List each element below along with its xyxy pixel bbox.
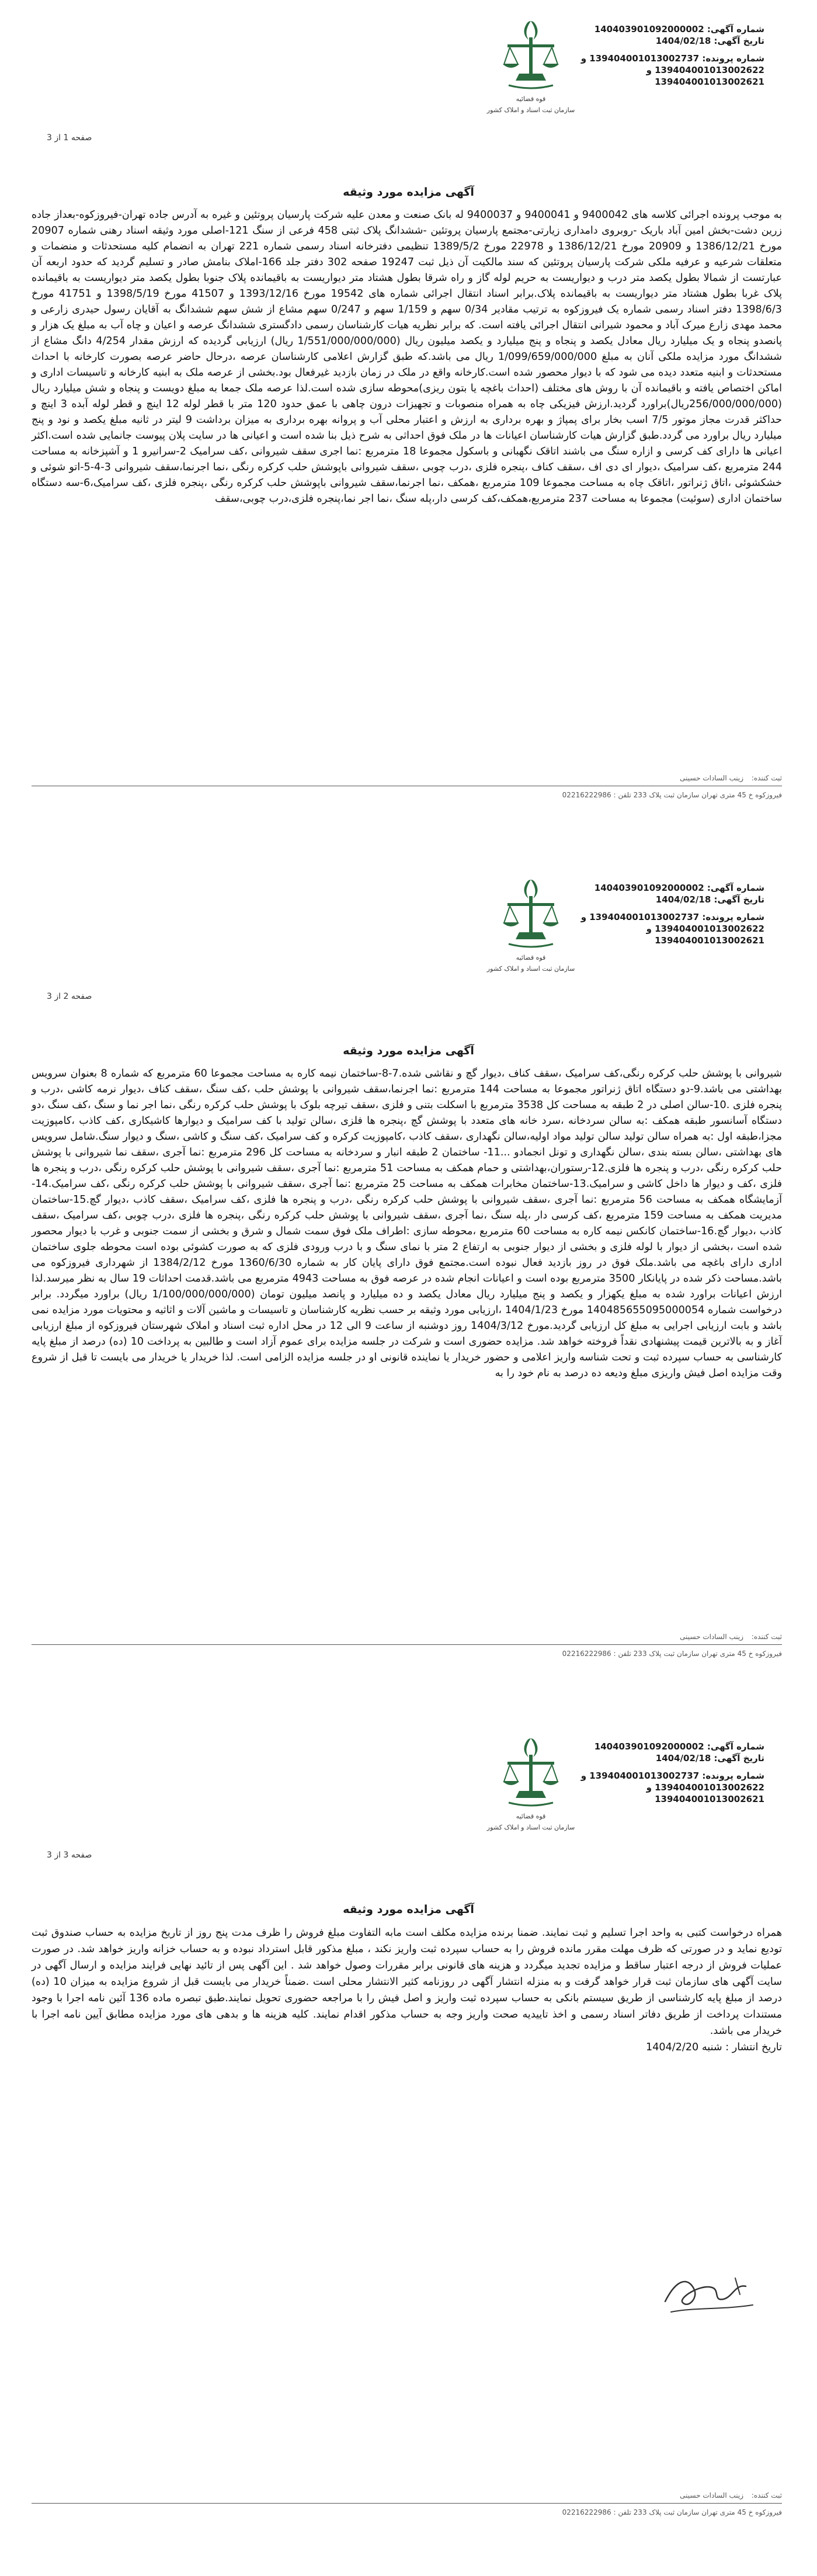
page-header: [449, 1734, 764, 1862]
logo-caption-2: سازمان ثبت اسناد و املاک کشور: [486, 965, 575, 973]
judiciary-logo: [478, 16, 583, 139]
page-footer: [32, 774, 782, 799]
office-address: فیروزکوه خ 45 متری تهران سازمان ثبت پلاک 233 تلفن : 02216222986: [562, 791, 782, 799]
logo-caption-1: قوه قضائیه: [516, 95, 546, 103]
file-number-3: 139404001013002621: [655, 77, 764, 87]
ad-metadata: [580, 882, 764, 946]
file-number-3: 139404001013002621: [655, 1794, 764, 1804]
registrar-name: زینب السادات حسینی: [680, 774, 744, 782]
page-header: [449, 16, 764, 145]
registrar-label: ثبت کننده:: [751, 1633, 782, 1641]
office-address: فیروزکوه خ 45 متری تهران سازمان ثبت پلاک 233 تلفن : 02216222986: [562, 1650, 782, 1658]
notice-body: به موجب پرونده اجرائی کلاسه های 9400042 و 9400041 و 9400037 له بانک صنعت و معدن علیه شرکت پارسیان پروتئین و غیره به آدرس جاده تهران-فیروزکوه-بعداز جاده زرین دشت-بخش امین آباد باریک -روبروی دامداری زیارتی-مجتمع پارسیان پروتئین -ششدانگ پلاک ثبتی 458 فرعی از سنگ 121-اصلی مورد وثیقه اسناد رهنی شماره 20907 مورخ 1386/12/21 و 20909 مورخ 1386/12/21 و 22978 مورخ 1389/5/2 تنظیمی دفترخانه اسناد رسمی شماره 221 تهران به انضمام کلیه مستحدثات و منضمات و متعلقات شرعیه و عرفیه ملکی شرکت پارسیان پروتئین که سند مالکیت آن ذیل ثبت 19247 صفحه 302 دفتر جلد 166-املاک بنامش صادر و تسلیم گردید که حدود اربعه آن عبارتست از شمالا بطول یکصد متر درب و دیواریست به حریم لوله گاز و راه شرقا بطول هشتاد متر دیواریست به باقیمانده پلاک جنوبا بطول یکصد متر دیواریست به باقیمانده پلاک غربا بطول هشتاد متر دیواریست به باقیمانده پلاک.برابر اسناد انتقال اجرائی شماره های 19542 مورخ 1393/12/16 و 41507 مورخ 1398/5/19 و 41751 مورخ 1398/6/3 دفتر اسناد رسمی شماره یک فیروزکوه به ترتیب مقادیر 0/34 سهم و 1/159 سهم و 0/247 سهم مشاع از شش سهم ششدانگ به آقایان رسول حیدری زارعی و محمد مهدی زارع میرک آباد و محمود شیرانی انتقال اجرائی یافته است. که برابر نظریه هیات کارشناسان رسمی دادگستری ششدانگ عرصه و اعیان و چاه آب به مبلغ یک هزار و پانصدو پنجاه و یک میلیارد ریال معادل یکصد و پنجاه و پنج میلیارد و یکصد میلیون ریال (1/551/000/000/000 ریال) ارزیابی گردیده که ارزش مقدار 4/254 دانگ مشاع از ششدانگ مورد مزایده ملکی آنان به مبلغ 1/099/659/000/000 ریال می باشد.که طبق گزارش اعلامی کارشناسان عرصه ،درحال حاضر عرصه بصورت کارخانه با احداث مستحدثات و ابنیه متعدد دیده می شود که با دیوار محصور شده است.کارخانه واقع در ملک در زمان بازدید غیرفعال بود.بخشی از عرصه ملک به ابنیه کارخانه و تاسیسات اداری و اماکن اختصاص یافته و باقیمانده آن با روش های مختلف (احداث باغچه یا بتون ریزی)محوطه سازی شده است.لذا عرصه ملک جمعا به مبلغ دویست و پنجاه و شش میلیارد ریال (256/000/000/000ریال)براورد گردید.ارزش فیزیکی چاه به همراه منصوبات و تجهیزات درون چاهی با عمق حدود 120 متر با قطر لوله 12 اینچ و قطر لوله آبده 3 اینچ و حداکثر قدرت مجاز موتور 7/5 اسب بخار برای پمپاژ و بهره برداری به ارزش و اعتبار محلی آب و پروانه بهره برداری به میزان برداشت 9 لیتر در ثانیه مبلغ یکصد و نود و پنج میلیارد ریال براورد می گردد.طبق گزارش هیات کارشناسان اعیانات ها در ملک فوق احداثی به شرح ذیل بنا شده است و اعیانی ها در سایت پلان پیوست جانمایی شده است.اکثر اعیانی ها دارای کف کرسی و ازاره سنگ می باشند اتاقک نگهبانی و باسکول مجموعا 18 مترمربع :نما اجری سقف شیروانی ،کف سرامیک 2-سرانیرو 1 و آشپزخانه به مساحت 244 مترمربع ،کف سرامیک ،دیوار ای دی اف ،سقف کناف ،پنجره فلزی ،درب چوبی ،سقف شیروانی باپوشش حلب کرکره رنگی ،نما اجرنما،سقف شیروانی 3-4-5-اتو شوئی و خشکشوئی ،اتاق ژنراتور ،اتاقک چاه به مساحت مجموعا 109 مترمربع ،همکف ،نما اجرنما،سقف شیروانی باپوشش حلب کرکره رنگی ،پنجره فلزی ،کف سرامیک،6-سه دستگاه ساختمان اداری (سوئیت) مجموعا به مساحت 237 مترمربع،همکف،کف کرسی دار،پله سنگ ،نما اجر نما،پنجره فلزی،درب چوبی،سقف: [32, 209, 783, 505]
file-number-row: شماره پرونده: 139404001013002737 و: [580, 1770, 764, 1781]
scales-of-justice-emblem-icon: [496, 1734, 566, 1810]
publish-date-label: تاریخ انتشار :: [725, 2042, 782, 2053]
notice-title: آگهی مزایده مورد وثیقه: [343, 1044, 474, 1057]
page-count: صفحه 2 از 3: [47, 992, 92, 1001]
publish-date-value: شنبه 1404/2/20: [646, 2042, 722, 2053]
judiciary-logo: [478, 1734, 583, 1856]
document-page-2: [0, 859, 817, 1717]
document-page-3: [0, 1717, 817, 2576]
judiciary-logo: [478, 875, 583, 998]
ad-number-row: شماره آگهی: 140403901092000002: [594, 1741, 764, 1752]
registrar-line: [32, 1633, 782, 1645]
ad-number-row: شماره آگهی: 140403901092000002: [594, 24, 764, 34]
page-footer: [32, 2491, 782, 2516]
file-number-row: شماره پرونده: 139404001013002737 و: [580, 912, 764, 922]
notice-body-text: همراه درخواست کتبی به واحد اجرا تسلیم و ثبت نمایند. ضمنا برنده مزایده مکلف است مابه التفاوت مبلغ فروش را ظرف مدت پنج روز از تاریخ مزایده به حساب صندوق ثبت توديع نماید و در صورتی که ظرف مهلت مقرر مانده فروش را به حساب سپرده ثبت واریز نکند ، مبلغ مذکور قابل استرداد نبوده و به حساب خزانه واریز خواهد شد. در صورت عملیات فروش از درجه اعتبار ساقط و مزایده تجدید میگردد و هزینه های قانونی برابر مقررات وصول خواهد شد . این آگهی پس از تائید نهایی فرایند مزایده و ارسال آگهی در سایت آگهی های سازمان ثبت قرار خواهد گرفت و به منزله انتشار آگهی در روزنامه کثیر الانتشار محلی است .ضمناً خریدار می بایست قبل از شروع مزایده به میزان 10 (ده) درصد از مبلغ پایه کارشناسی از طریق سیستم بانکی به حساب سپرده ثبت واریز و اصل فیش را با مراجعه حضوری تحویل نمایند.طبق تبصره ماده 136 آئین نامه اجرا با وجود مستندات پرداخت از طریق دفاتر اسناد رسمی و اخذ تاییدیه صحت واریز وجه به حساب مذکور اقدام نمایند. کلیه هزینه ها و بدهی های مورد مزایده مطابق آیین نامه اجرا با خریدار می باشد.: [32, 1927, 782, 2037]
scales-of-justice-emblem-icon: [496, 875, 566, 951]
notice-body: [32, 1925, 782, 2056]
scales-of-justice-emblem-icon: [496, 16, 566, 92]
registrar-line: [32, 2491, 782, 2504]
notice-body: شیروانی با پوشش حلب کرکره رنگی،کف سرامیک ،سقف کناف ،دیوار گچ و نقاشی شده.7-8-ساختمان نیمه کاره به مساحت مجموعا 60 مترمربع که شماره 8 بعنوان سرویس بهداشتی می باشد.9-دو دستگاه اتاق ژنراتور مجموعا به مساحت 144 مترمربع :نما اجرنما،سقف شیروانی با پوشش حلب ،کف سنگ ،سقف کناف ،دیوار نرمه کاشی ،درب و پنجره فلزی .10-سالن اصلی در 2 طبقه به مساحت کل 3538 مترمربع با اسکلت بتنی و فلزی ،سقف تیرچه بلوک با پوشش حلب کرکره رنگی ،نما اجر نما و سنگ ،کف سنگ ،دو دستگاه آسانسور طبقه همکف :به سالن سردخانه ،سرد خانه های متعدد با پوشش گچ ،پنجره ها فلزی ،سالن تولید با کف سرامیک و دیوارها کاشیکاری ،کف کاذب ،کامپوزیت مجزا،طبقه اول :به همراه سالن تولید سالن تولید مواد اولیه،سالن نگهداری ،سقف کاذب ،کامپوزیت کرکره و کف سرامیک ،کف سنگ و کاشی ،سنگ و دیوار سنگ.شامل سرویس های بهداشتی ،سالن بسته بندی ،سالن نگهداری و تونل انجمادو ...11- ساختمان 2 طبقه انبار و سردخانه به مساحت کل 296 مترمربع :نما آجری ،سقف نما شیروانی با پوشش حلب کرکره رنگی ،درب و پنجره ها فلزی.12-رستوران،بهداشتی و حمام همکف به مساحت 51 مترمربع :نما آجری ،سقف شیروانی با پوشش حلب کرکره رنگی ،درب و پنجره ها فلزی ،کف و دیوار ها داخل کاشی و سرامیک.13-ساختمان مخابرات همکف به مساحت 25 مترمربع :نما آجری ،سقف شیروانی با پوشش حلب کرکره رنگی ،کف سرامیک.14-آزمایشگاه همکف به مساحت 56 مترمربع :نما آجری ،سقف شیروانی با پوشش حلب کرکره رنگی ،درب و پنجره ها فلزی ،کف سرامیک ،سقف کاذب ،دیوار گچ.15-ساختمان مدیریت همکف به مساحت 159 مترمربع ،کف کرسی دار ،پله سنگ ،نما آجری ،سقف شیروانی با پوشش حلب کرکره رنگی ،پنجره ها فلزی ،درب چوبی ،کف سرامیک ،سقف کاذب ،دیوار گچ.16-ساختمان کانکس نیمه کاره به مساحت 60 مترمربع ،محوطه سازی :اطراف ملک فوق سمت شمال و شرق و بخشی از سمت جنوبی و غرب با دیوار محصور شده است ،بخشی از دیوار با لوله فلزی و بخشی از دیوار جنوبی به ارتفاع 2 متر با نمای سنگ و با درب ورودی فلزی که به صورت کشوئی بوده است محوطه جلوی ساختمان اداری دارای باغچه می باشد.ملک فوق در روز بازدید فعال نبوده است.مجتمع فوق دارای پایان کار به شماره 1360/6/30 مورخ 1384/2/12 از شهرداری فیروزکوه می باشد.مساحت ذکر شده در پایانکار 3500 مترمربع بوده است و اعیانات انجام شده در عرصه فوق به مساحت 4943 مترمربع می باشد.قدمت احداثات 19 سال به نظر میرسد.لذا ارزش اعیانات براورد شده به مبلغ یکهزار و یکصد و پنج میلیارد ریال معادل یکصد و ده میلیارد و پانصد میلیون تومان (1/100/000/000/000 ریال) براورد میگردد. برابر درخواست شماره 140485655095000054 مورخ 1404/1/23 ،ارزیابی مورد وثیقه بر حسب نظریه کارشناسان و تاسیسات و ماشین آلات و اثاثیه و محتویات مورد مزایده نمی باشد و بابت ارزیابی اجرایی به مبلغ کل ارزیابی گردید.مورخ 1404/3/12 روز دوشنبه از ساعت 9 الی 12 در محل اداره ثبت اسناد و املاک شهرستان فیروزکوه از مبلغ ارزیابی آغاز و به بالاترین قیمت پیشنهادی نقداً فروخته خواهد شد. مزایده حضوری است و شرکت در جلسه مزایده برای عموم آزاد است و طالبین به پرداخت 10 (ده) درصد از مبلغ پایه کارشناسی به حساب سپرده ثبت و تحت شناسه واریز اعلامی و حضور خریدار یا نماینده قانونی او در جلسه مزایده الزامی است. لذا خریدار یا خریدار می بایست تا قبل از شروع وقت مزایده اصل فیش واریزی مبلغ ودیعه ده درصد به نام خود را به: [32, 1068, 783, 1379]
registrar-label: ثبت کننده:: [751, 774, 782, 782]
page-footer: [32, 1633, 782, 1658]
document-page-1: [0, 0, 817, 859]
ad-date-row: تاریخ آگهی: 1404/02/18: [655, 36, 764, 46]
logo-caption-1: قوه قضائیه: [516, 1813, 546, 1820]
ad-number-row: شماره آگهی: 140403901092000002: [594, 883, 764, 893]
handwritten-signature-icon: [648, 2261, 770, 2331]
file-number-2: 139404001013002622 و: [646, 1782, 764, 1793]
file-number-3: 139404001013002621: [655, 935, 764, 946]
notice-title: آگهی مزایده مورد وثیقه: [343, 1903, 474, 1916]
page-count: صفحه 1 از 3: [47, 133, 92, 143]
file-number-2: 139404001013002622 و: [646, 924, 764, 934]
page-count: صفحه 3 از 3: [47, 1851, 92, 1860]
file-number-row: شماره پرونده: 139404001013002737 و: [580, 53, 764, 64]
ad-metadata: [580, 1741, 764, 1805]
ad-metadata: [580, 23, 764, 88]
registrar-name: زینب السادات حسینی: [680, 2491, 744, 2499]
registrar-line: [32, 774, 782, 786]
page-header: [449, 875, 764, 1004]
logo-caption-2: سازمان ثبت اسناد و املاک کشور: [486, 106, 575, 114]
logo-caption-2: سازمان ثبت اسناد و املاک کشور: [486, 1824, 575, 1831]
registrar-name: زینب السادات حسینی: [680, 1633, 744, 1641]
file-number-2: 139404001013002622 و: [646, 65, 764, 75]
ad-date-row: تاریخ آگهی: 1404/02/18: [655, 894, 764, 905]
registrar-label: ثبت کننده:: [751, 2491, 782, 2499]
ad-date-row: تاریخ آگهی: 1404/02/18: [655, 1753, 764, 1763]
logo-caption-1: قوه قضائیه: [516, 954, 546, 961]
notice-title: آگهی مزایده مورد وثیقه: [343, 186, 474, 199]
office-address: فیروزکوه خ 45 متری تهران سازمان ثبت پلاک 233 تلفن : 02216222986: [562, 2508, 782, 2516]
